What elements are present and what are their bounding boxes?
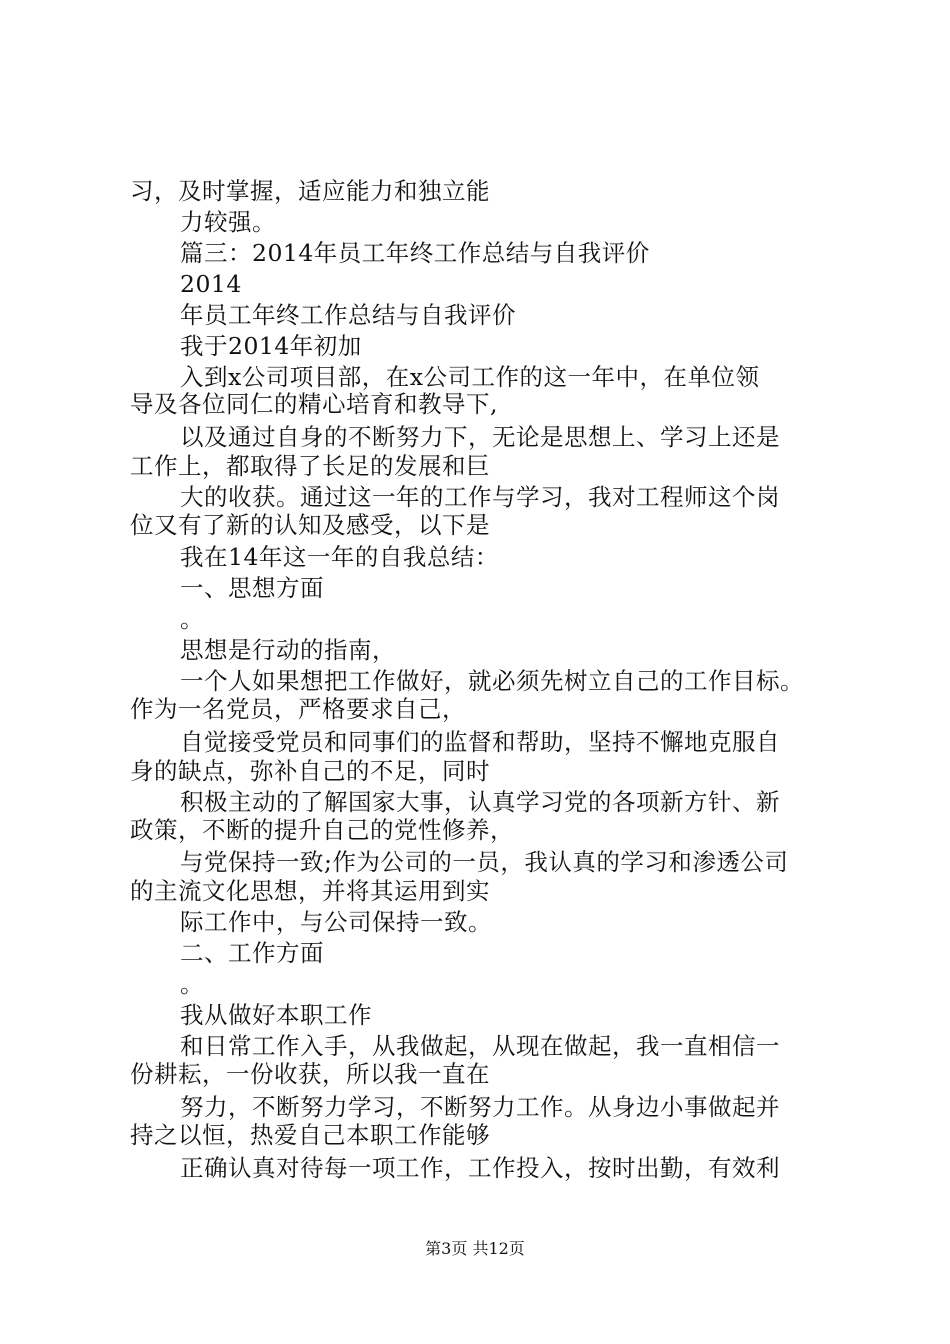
section-heading: 二、工作方面 [180, 939, 324, 967]
text-line: 以及通过自身的不断努力下，无论是思想上、学习上还是 [180, 423, 780, 451]
text-line: 自觉接受党员和同事们的监督和帮助，坚持不懈地克服自 [180, 728, 780, 756]
text-line: 政策，不断的提升自己的党性修养， [130, 816, 514, 844]
page-footer: 第3页 共12页 [425, 1239, 525, 1258]
text-line: 和日常工作入手，从我做起，从现在做起，我一直相信一 [180, 1032, 780, 1060]
text-line: 篇三：2014年员工年终工作总结与自我评价 [180, 239, 650, 267]
text-line: 作为一名党员，严格要求自己， [130, 695, 466, 723]
text-line: 际工作中，与公司保持一致。 [180, 908, 492, 936]
text-line: 力较强。 [180, 208, 276, 236]
text-line: 导及各位同仁的精心培育和教导下, [130, 390, 498, 418]
section-heading: 一、思想方面 [180, 574, 324, 602]
text-line: 我在14年这一年的自我总结： [180, 543, 499, 571]
text-line: 2014 [180, 270, 242, 298]
text-line: 习，及时掌握，适应能力和独立能 [130, 177, 490, 205]
text-line: 位又有了新的认知及感受，以下是 [130, 511, 490, 539]
text-line: 。 [180, 970, 204, 998]
text-line: 与党保持一致;作为公司的一员，我认真的学习和渗透公司 [180, 848, 789, 876]
text-line: 努力，不断努力学习，不断努力工作。从身边小事做起并 [180, 1093, 780, 1121]
text-line: 思想是行动的指南， [180, 636, 396, 664]
text-line: 入到x公司项目部，在x公司工作的这一年中，在单位领 [180, 363, 760, 391]
text-line: 大的收获。通过这一年的工作与学习，我对工程师这个岗 [180, 483, 780, 511]
text-line: 积极主动的了解国家大事，认真学习党的各项新方针、新 [180, 788, 780, 816]
text-line: 工作上，都取得了长足的发展和巨 [130, 452, 490, 480]
text-line: 年员工年终工作总结与自我评价 [180, 301, 516, 329]
text-line: 我从做好本职工作 [180, 1001, 372, 1029]
text-line: 身的缺点，弥补自己的不足，同时 [130, 757, 490, 785]
text-line: 我于2014年初加 [180, 332, 362, 360]
text-line: 持之以恒，热爱自己本职工作能够 [130, 1121, 490, 1149]
text-line: 正确认真对待每一项工作，工作投入，按时出勤，有效利 [180, 1154, 780, 1182]
text-line: 。 [180, 605, 204, 633]
text-line: 份耕耘，一份收获，所以我一直在 [130, 1060, 490, 1088]
text-line: 一个人如果想把工作做好，就必须先树立自己的工作目标。 [180, 667, 804, 695]
text-line: 的主流文化思想，并将其运用到实 [130, 877, 490, 905]
